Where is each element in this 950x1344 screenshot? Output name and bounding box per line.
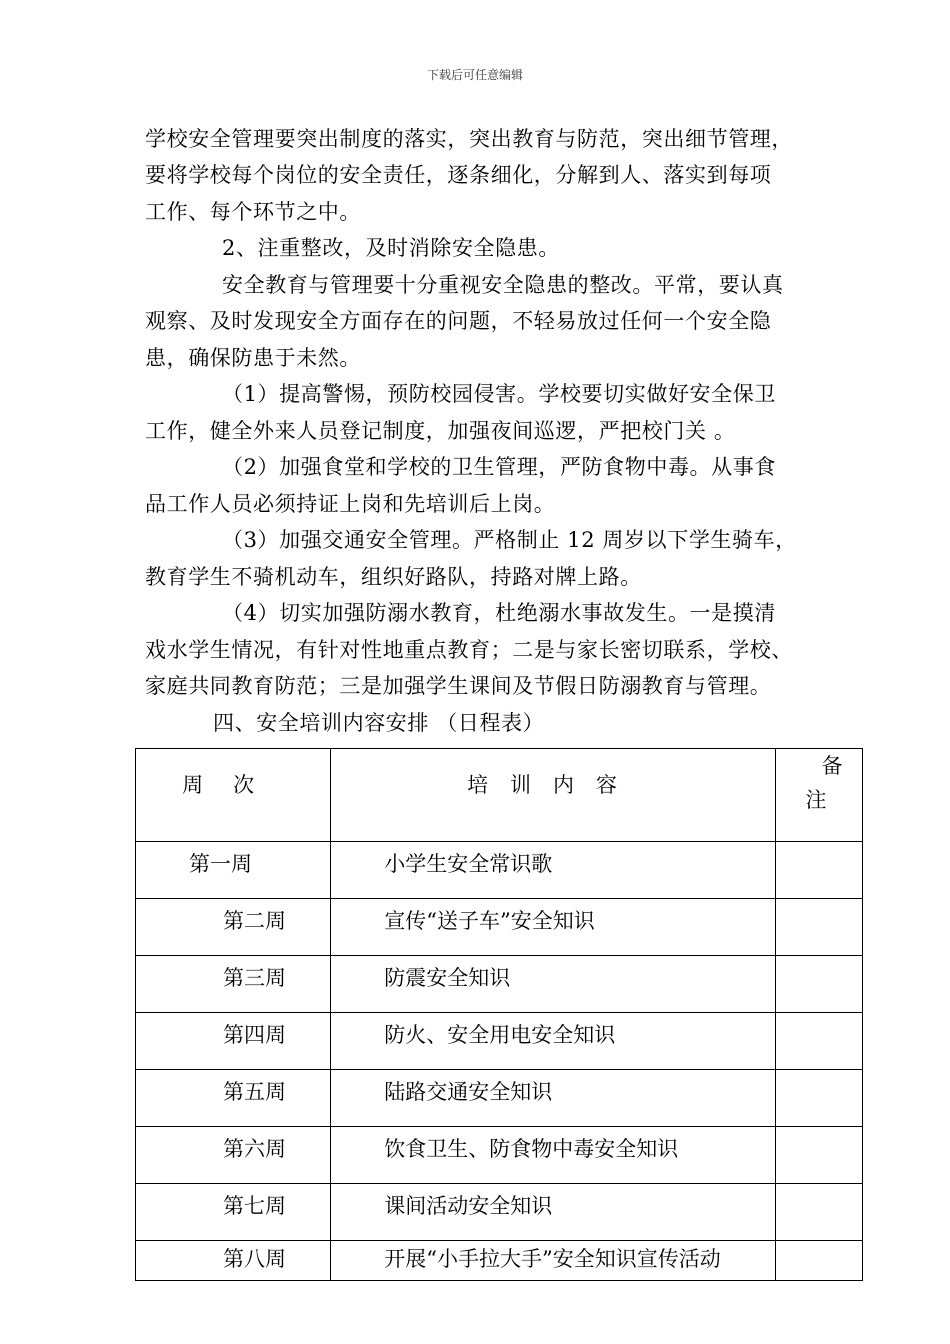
table-row [136, 1070, 863, 1127]
week-cell: 第六周 [136, 1127, 331, 1184]
content-cell: 课间活动安全知识 [331, 1184, 776, 1241]
paragraph-line: 患，确保防患于未然。 [145, 346, 361, 370]
training-schedule-table [135, 748, 863, 1281]
table-header-row [136, 749, 863, 842]
note-cell [775, 1241, 862, 1281]
page-header-note: 下载后可任意编辑 [426, 68, 523, 82]
section-heading: 四、安全培训内容安排 （日程表） [213, 711, 545, 735]
week-cell: 第三周 [136, 956, 331, 1013]
table-row [136, 956, 863, 1013]
table-row [136, 842, 863, 899]
week-cell: 第二周 [136, 899, 331, 956]
paragraph-line: （2）加强食堂和学校的卫生管理，严防食物中毒。从事食 [222, 455, 776, 479]
paragraph-line: （3）加强交通安全管理。严格制止 12 周岁以下学生骑车， [222, 528, 797, 552]
paragraph-line: 品工作人员必须持证上岗和先培训后上岗。 [145, 492, 556, 516]
table-row [136, 1241, 863, 1281]
table-row [136, 899, 863, 956]
header-note [775, 749, 862, 842]
paragraph-line: 家庭共同教育防范；三是加强学生课间及节假日防溺教育与管理。 [145, 674, 772, 698]
paragraph-line: 工作，健全外来人员登记制度，加强夜间巡逻，严把校门关 。 [145, 419, 736, 443]
note-cell [775, 899, 862, 956]
week-cell: 第七周 [136, 1184, 331, 1241]
week-cell: 第五周 [136, 1070, 331, 1127]
content-cell: 开展“小手拉大手”安全知识宣传活动 [331, 1241, 776, 1281]
paragraph-line: 工作、每个环节之中。 [145, 200, 361, 224]
paragraph-line: 观察、及时发现安全方面存在的问题，不轻易放过任何一个安全隐 [145, 309, 772, 333]
header-week: 周次 [136, 749, 331, 842]
note-cell [775, 956, 862, 1013]
content-cell: 小学生安全常识歌 [331, 842, 776, 899]
week-cell: 第四周 [136, 1013, 331, 1070]
paragraph-line: 学校安全管理要突出制度的落实，突出教育与防范，突出细节管理， [145, 127, 793, 151]
note-cell [775, 1070, 862, 1127]
header-note-top: 备 [821, 754, 843, 778]
table-row [136, 1013, 863, 1070]
paragraph-line: （4）切实加强防溺水教育，杜绝溺水事故发生。一是摸清 [222, 601, 776, 625]
content-cell: 防震安全知识 [331, 956, 776, 1013]
header-content: 培训内容 [331, 749, 776, 842]
week-cell: 第一周 [136, 842, 331, 899]
content-cell: 饮食卫生、防食物中毒安全知识 [331, 1127, 776, 1184]
paragraph-line: （1）提高警惕，预防校园侵害。学校要切实做好安全保卫 [222, 382, 776, 406]
table-row [136, 1127, 863, 1184]
paragraph-line: 安全教育与管理要十分重视安全隐患的整改。平常，要认真 [222, 273, 784, 297]
section-heading: 2、注重整改，及时消除安全隐患。 [222, 236, 560, 260]
content-cell: 陆路交通安全知识 [331, 1070, 776, 1127]
note-cell [775, 842, 862, 899]
note-cell [775, 1184, 862, 1241]
paragraph-line: 戏水学生情况，有针对性地重点教育；二是与家长密切联系，学校、 [145, 638, 793, 662]
paragraph-line: 教育学生不骑机动车，组织好路队，持路对牌上路。 [145, 565, 642, 589]
table-row [136, 1184, 863, 1241]
paragraph-line: 要将学校每个岗位的安全责任，逐条细化，分解到人、落实到每项 [145, 163, 772, 187]
content-cell: 宣传“送子车”安全知识 [331, 899, 776, 956]
note-cell [775, 1013, 862, 1070]
note-cell [775, 1127, 862, 1184]
week-cell: 第八周 [136, 1241, 331, 1281]
header-note-bottom: 注 [805, 788, 827, 812]
content-cell: 防火、安全用电安全知识 [331, 1013, 776, 1070]
